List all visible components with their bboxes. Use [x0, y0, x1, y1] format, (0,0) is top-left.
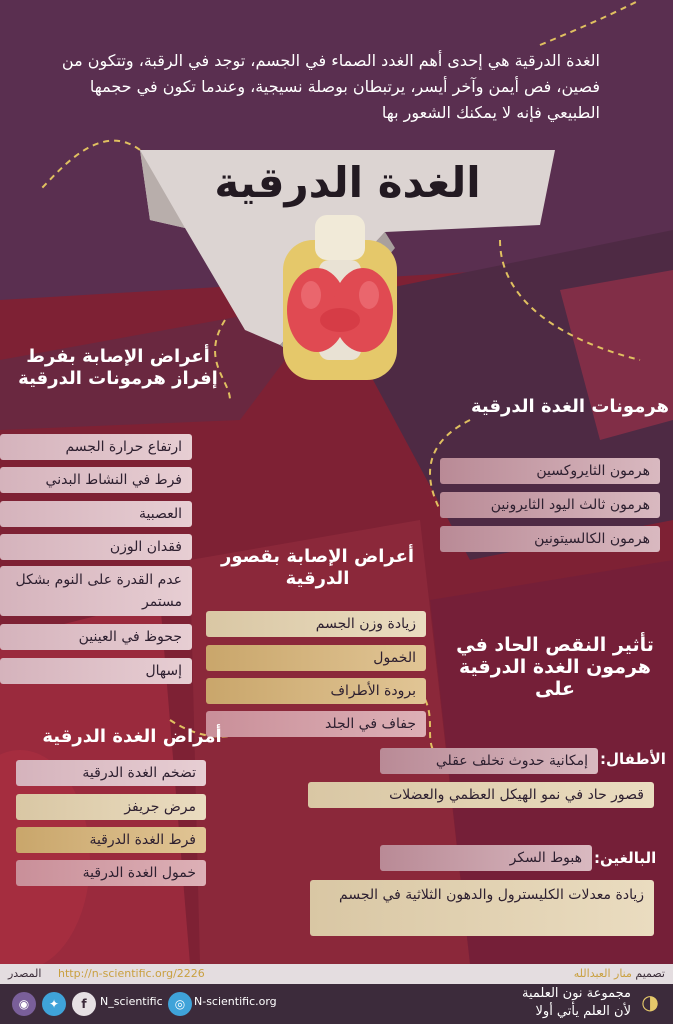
disease-item: فرط الغدة الدرقية: [16, 827, 206, 853]
hormone-item: هرمون الثايروكسين: [440, 458, 660, 484]
hyper-heading: أعراض الإصابة بفرط إفراز هرمونات الدرقية: [18, 346, 218, 389]
group-slogan: لأن العلم يأتي أولا: [535, 1004, 631, 1019]
hypo-item: زيادة وزن الجسم: [206, 611, 426, 637]
hyper-item: فقدان الوزن: [0, 534, 192, 560]
adults-item: هبوط السكر: [380, 845, 592, 871]
hyper-item: جحوظ في العينين: [0, 624, 192, 650]
diseases-heading: أمراض الغدة الدرقية: [42, 726, 222, 747]
hyper-item: فرط في النشاط البدني: [0, 467, 192, 493]
source-label: المصدر: [8, 967, 42, 980]
deficiency-heading: تأثير النقص الحاد في هرمون الغدة الدرقية على: [456, 634, 654, 700]
globe-icon[interactable]: ◎: [168, 992, 192, 1016]
disease-item: تضخم الغدة الدرقية: [16, 760, 206, 786]
page-title: الغدة الدرقية: [214, 158, 481, 207]
group-name: مجموعة نون العلمية: [521, 986, 631, 1001]
hyper-item: ارتفاع حرارة الجسم: [0, 434, 192, 460]
source-link[interactable]: http://n-scientific.org/2226: [58, 967, 205, 980]
children-item: قصور حاد في نمو الهيكل العظمي والعضلات: [308, 782, 654, 808]
hyper-item: العصبية: [0, 501, 192, 527]
hormone-item: هرمون ثالث اليود الثايرونين: [440, 492, 660, 518]
hypo-heading: أعراض الإصابة بقصور الدرقية: [220, 546, 415, 589]
hyper-item: إسهال: [0, 658, 192, 684]
instagram-icon[interactable]: ◉: [12, 992, 36, 1016]
disease-item: مرض جريفز: [16, 794, 206, 820]
social-handle[interactable]: N_scientific: [100, 995, 163, 1008]
disease-item: خمول الغدة الدرقية: [16, 860, 206, 886]
footer-bar: [0, 984, 673, 1024]
logo-icon: ◑: [641, 990, 659, 1014]
hypo-item: الخمول: [206, 645, 426, 671]
facebook-icon[interactable]: f: [72, 992, 96, 1016]
intro-paragraph: الغدة الدرقية هي إحدى أهم الغدد الصماء في الجسم، توجد في الرقبة، وتتكون من فصين، فص أيمن وآخر أيسر، يرتبطان بوصلة نسيجية، وعندما تكون في حجمها الطبيعي فإنه لا يمكنك الشعور بها: [61, 51, 600, 122]
footer-credits: [0, 964, 673, 984]
designer-name: منار العبدالله: [573, 967, 632, 980]
hypo-item: جفاف في الجلد: [206, 711, 426, 737]
website-link[interactable]: N-scientific.org: [194, 995, 277, 1008]
twitter-icon[interactable]: ✦: [42, 992, 66, 1016]
hormone-item: هرمون الكالسيتونين: [440, 526, 660, 552]
thyroid-illustration: [275, 210, 405, 380]
design-label: تصميم: [635, 967, 665, 980]
children-item: إمكانية حدوث تخلف عقلي: [380, 748, 598, 774]
hormones-heading: هرمونات الغدة الدرقية: [470, 396, 670, 417]
adults-label: البالغين:: [594, 849, 657, 867]
hyper-item: عدم القدرة على النوم بشكل مستمر: [0, 566, 192, 616]
design-credit: [574, 967, 665, 980]
children-label: الأطفال:: [600, 750, 666, 768]
adults-item: زيادة معدلات الكليسترول والدهون الثلاثية في الجسم: [310, 880, 654, 936]
hypo-item: برودة الأطراف: [206, 678, 426, 704]
